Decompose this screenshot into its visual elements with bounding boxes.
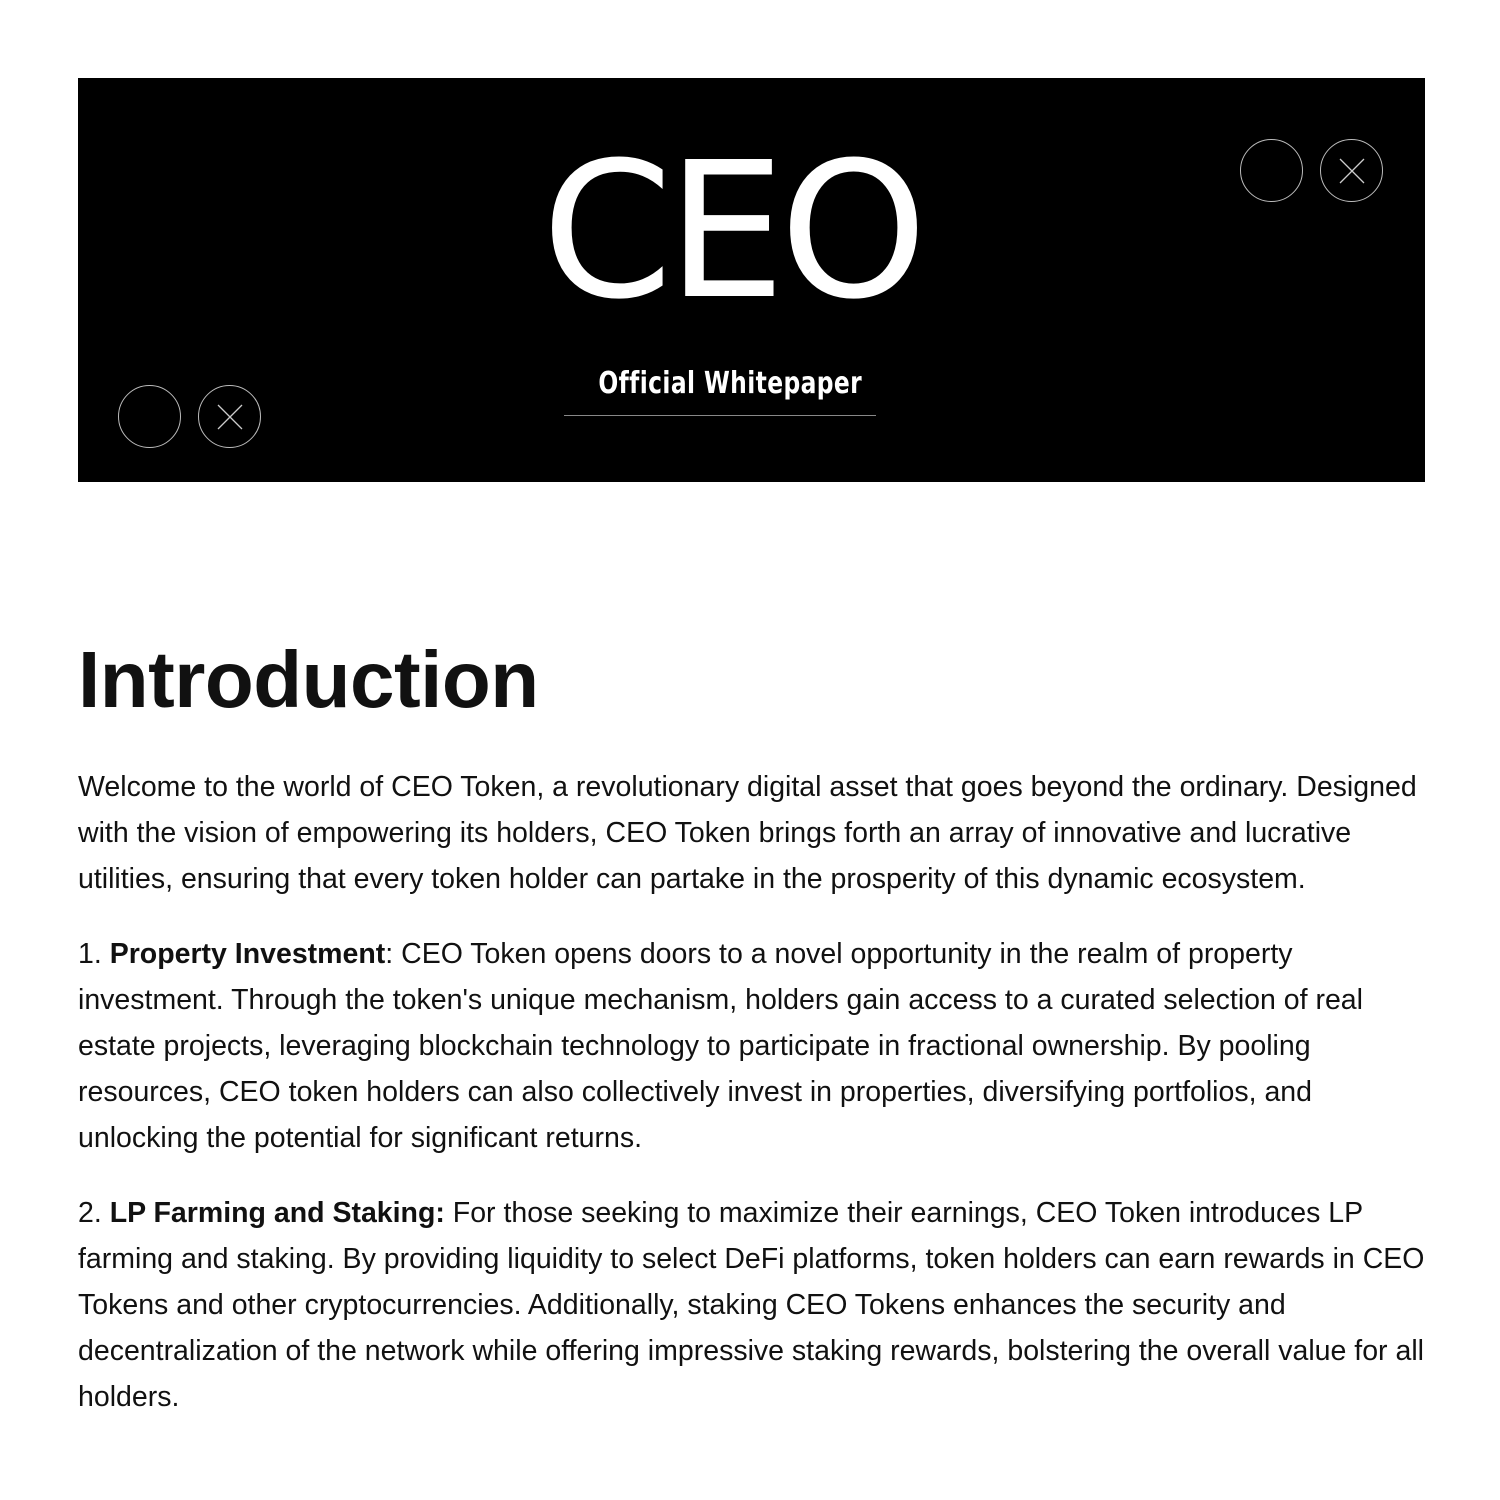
item-title: Property Investment	[109, 938, 386, 970]
header-banner	[78, 78, 1425, 482]
section-heading: Introduction	[78, 635, 539, 724]
item-text: : CEO Token opens doors to a novel opportunity in the realm of property investment. Through the token's unique mechanism, holders gain access to a curated selection of real estate projects, leveraging blockchain technology to participate in fractional ownership. By pooling resources, CEO token holders can also collectively invest in properties, diversifying portfolios, and unlocking the potential for significant returns.	[78, 938, 1363, 1154]
intro-paragraph: Welcome to the world of CEO Token, a revolutionary digital asset that goes beyond the ordinary. Designed with the vision of empowering its holders, CEO Token brings forth an array of innovative and lucrative utilities, ensuring that every token holder can partake in the prosperity of this dynamic ecosystem.	[78, 771, 1417, 895]
list-item	[78, 1190, 1428, 1420]
circle-icon	[118, 385, 181, 448]
subtitle: Official Whitepaper	[598, 366, 863, 401]
item-title: LP Farming and Staking:	[109, 1197, 445, 1229]
main-content	[78, 632, 1428, 1449]
circle-icon	[1240, 139, 1303, 202]
item-number: 1.	[78, 938, 110, 970]
subtitle-underline	[564, 415, 876, 416]
close-circle-icon	[1320, 139, 1383, 202]
close-circle-icon	[198, 385, 261, 448]
ceo-logo: CEO	[541, 122, 922, 341]
item-text: For those seeking to maximize their earnings, CEO Token introduces LP farming and staking. By providing liquidity to select DeFi platforms, token holders can earn rewards in CEO Tokens and other cryptocurrencies. Additionally, staking CEO Tokens enhances the security and decentralization of the network while offering impressive staking rewards, bolstering the overall value for all holders.	[78, 1197, 1425, 1413]
list-item	[78, 931, 1428, 1161]
item-number: 2.	[78, 1197, 110, 1229]
